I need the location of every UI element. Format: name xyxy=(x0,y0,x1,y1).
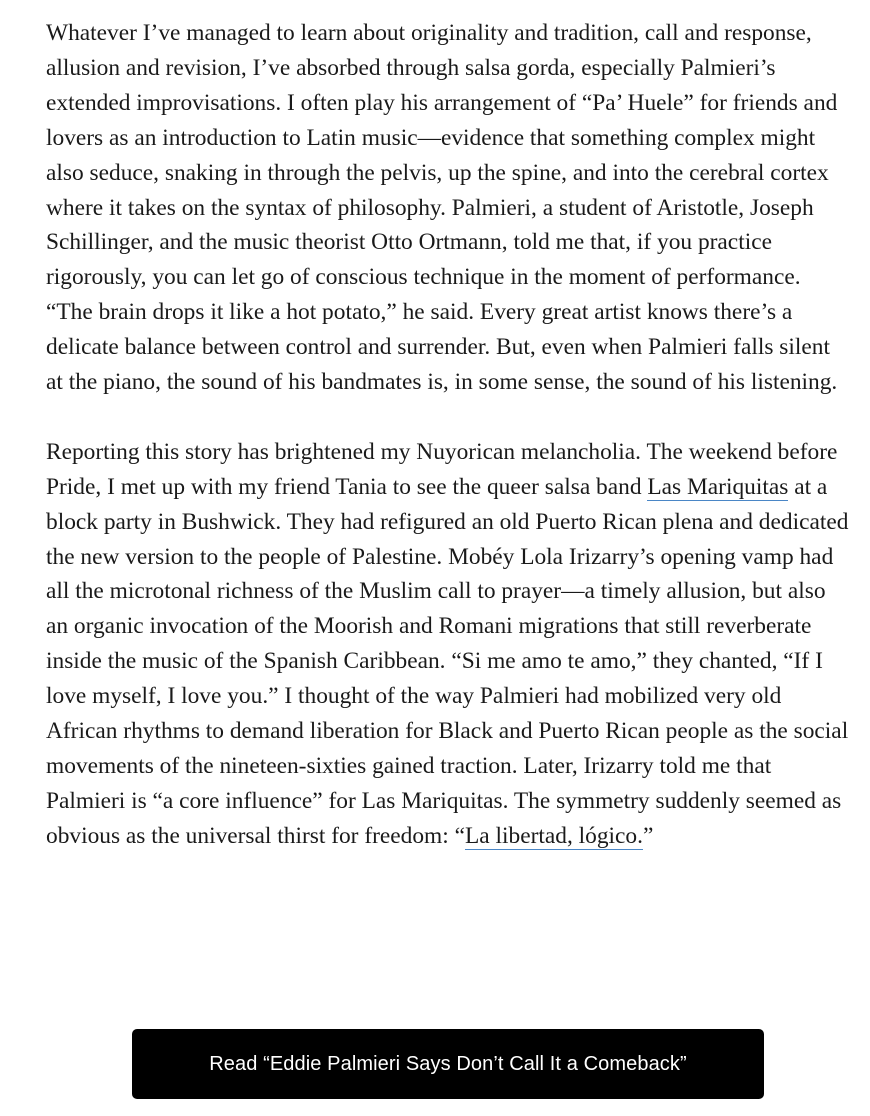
la-libertad-link[interactable]: La libertad, lógico. xyxy=(464,822,643,849)
article-paragraph: Whatever I’ve managed to learn about originality and tradition, call and response, allusion and revision, I’ve absorbed through salsa gorda, especially Palmieri’s extended improvisations. I often play his arrangement of “Pa’ Huele” for friends and lovers as an introduction to Latin music—evidence that something complex might also seduce, snaking in through the pelvis, up the spine, and into the cerebral cortex where it takes on the syntax of philosophy. Palmieri, a student of Aristotle, Joseph Schillinger, and the music theorist Otto Ortmann, told me that, if you practice rigorously, you can let go of conscious technique in the moment of performance. “The brain drops it like a hot potato,” he said. Every great artist knows there’s a delicate balance between control and surrender. But, even when Palmieri falls silent at the piano, the sound of his bandmates is, in some sense, the sound of his listening. xyxy=(46,20,838,396)
read-article-button[interactable] xyxy=(132,1029,764,1099)
read-article-button-label: Read “Eddie Palmieri Says Don’t Call It a Comeback” xyxy=(209,1052,687,1075)
las-mariquitas-link[interactable]: Las Mariquitas xyxy=(647,473,789,500)
cta-container xyxy=(132,1029,764,1099)
paragraph-text: Reporting this story has brightened my Nuyorican melancholia. The weekend before Pride, I met up with my friend Tania to see the queer salsa band xyxy=(46,438,838,500)
article-paragraph xyxy=(46,435,852,854)
paragraph-text: at a block party in Bushwick. They had refigured an old Puerto Rican plena and dedicated the new version to the people of Palestine. Mobéy Lola Irizarry’s opening vamp had all the microtonal richness of the Muslim call to prayer—a timely allusion, but also an organic invocation of the Moorish and Romani migrations that still reverberate inside the music of the Spanish Caribbean. “Si me amo te amo,” they chanted, “If I love myself, I love you.” I thought of the way Palmieri had mobilized very old African rhythms to demand liberation for Black and Puerto Rican people as the social movements of the nineteen-sixties gained traction. Later, Irizarry told me that Palmieri is “a core influence” for Las Mariquitas. The symmetry suddenly seemed as obvious as the universal thirst for freedom: “ xyxy=(46,473,849,849)
paragraph-text: ” xyxy=(642,822,654,849)
article-body xyxy=(46,16,852,854)
